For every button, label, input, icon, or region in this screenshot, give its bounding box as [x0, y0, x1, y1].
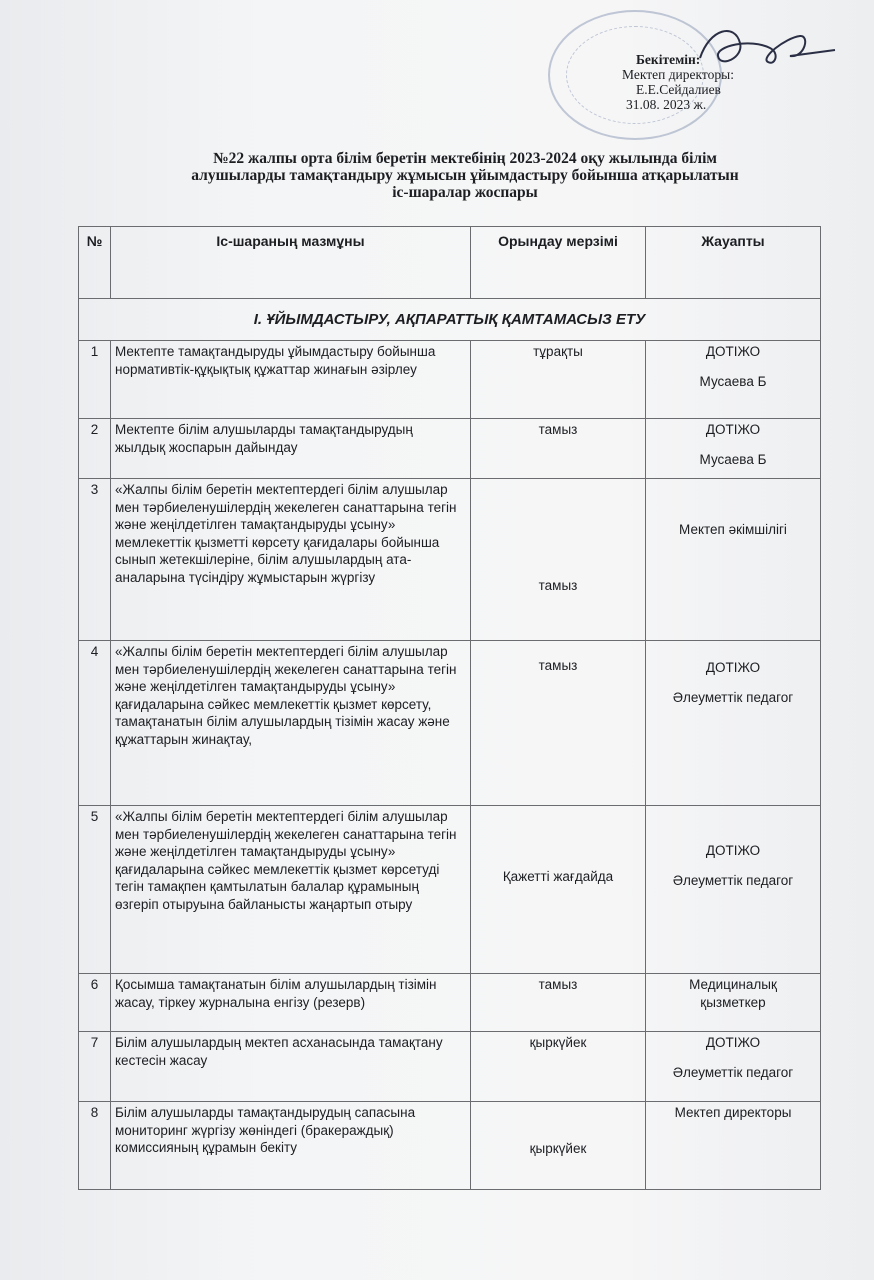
row-deadline — [471, 641, 646, 806]
responsible-line: Медициналық қызметкер — [689, 977, 777, 1010]
responsible-line: Мусаева Б — [699, 373, 767, 389]
row-deadline: тамыз — [471, 419, 646, 479]
row-number: 1 — [79, 341, 111, 419]
row-responsible — [646, 641, 821, 806]
table-row — [79, 974, 821, 1032]
responsible-line: ДОТІЖО — [705, 344, 761, 359]
deadline-text: Қажетті жағдайда — [502, 869, 614, 884]
approval-block — [622, 52, 802, 112]
row-deadline: тамыз — [471, 974, 646, 1032]
responsible-line: Әлеуметтік педагог — [672, 872, 794, 888]
header-num: № — [79, 227, 111, 299]
responsible-line: Мектеп әкімшілігі — [679, 522, 787, 537]
table-row — [79, 1032, 821, 1102]
section-title: І. ҰЙЫМДАСТЫРУ, АҚПАРАТТЫҚ ҚАМТАМАСЫЗ ЕТУ — [79, 299, 821, 341]
row-responsible — [646, 806, 821, 974]
table-header-row — [79, 227, 821, 299]
row-content: «Жалпы білім беретін мектептердегі білім алушылар мен тәрбиеленушілердің жекелеген санаттарына тегін және жеңілдетілген тамақтандыруды ұсыну» қағидаларына сәйкес мемлекеттік қызмет көрсету, тамақтанатын білім алушылардың тізімін жасау және құжаттарын жинақтау, — [111, 641, 471, 806]
row-deadline: тұрақты — [471, 341, 646, 419]
row-number: 3 — [79, 479, 111, 641]
responsible-line: ДОТІЖО — [705, 843, 761, 858]
approval-date: 31.08. 2023 ж. — [626, 97, 707, 112]
responsible-line: ДОТІЖО — [705, 1035, 761, 1050]
row-content: Қосымша тамақтанатын білім алушылардың тізімін жасау, тіркеу журналына енгізу (резерв) — [111, 974, 471, 1032]
row-responsible — [646, 1032, 821, 1102]
approval-name: Е.Е.Сейдалиев — [636, 82, 721, 97]
deadline-text: қыркүйек — [529, 1141, 587, 1156]
row-deadline — [471, 1102, 646, 1190]
row-content: «Жалпы білім беретін мектептердегі білім алушылар мен тәрбиеленушілердің жекелеген санаттарына тегін және жеңілдетілген тамақтандыруды ұсыну» қағидаларына сәйкес мемлекеттік қызмет көрсетуді тегін тамақпен қамтылатын балалар құрамының өзгеріп отыруына байланысты жаңартып отыру — [111, 806, 471, 974]
row-responsible — [646, 974, 821, 1032]
header-deadline: Орындау мерзімі — [471, 227, 646, 299]
table-row — [79, 341, 821, 419]
deadline-text: тамыз — [538, 658, 578, 673]
row-number: 4 — [79, 641, 111, 806]
table-row — [79, 419, 821, 479]
row-responsible — [646, 419, 821, 479]
row-deadline: қыркүйек — [471, 1032, 646, 1102]
row-number: 8 — [79, 1102, 111, 1190]
table-row — [79, 479, 821, 641]
document-title — [150, 150, 780, 201]
row-content: Мектепте тамақтандыруды ұйымдастыру бойынша нормативтік-құқықтық құжаттар жинағын әзірлеу — [111, 341, 471, 419]
table-row — [79, 641, 821, 806]
row-deadline — [471, 806, 646, 974]
table-row — [79, 1102, 821, 1190]
row-number: 5 — [79, 806, 111, 974]
deadline-text: тамыз — [538, 578, 578, 593]
title-line: №22 жалпы орта білім беретін мектебінің 2023-2024 оқу жылында білім — [213, 150, 717, 167]
section-row — [79, 299, 821, 341]
header-content: Іс-шараның мазмұны — [111, 227, 471, 299]
approval-position: Мектеп директоры: — [622, 67, 734, 82]
row-responsible — [646, 341, 821, 419]
row-deadline — [471, 479, 646, 641]
responsible-line: Әлеуметтік педагог — [672, 689, 794, 705]
row-content: «Жалпы білім беретін мектептердегі білім алушылар мен тәрбиеленушілердің жекелеген санаттарына тегін және жеңілдетілген тамақтандыруды ұсыну» мемлекеттік қызметті көрсету қағидалары бойынша сынып жетекшілеріне, білім алушылардың ата-аналарына түсіндіру жұмыстарын жүргізу — [111, 479, 471, 641]
row-content: Мектепте білім алушыларды тамақтандырудың жылдық жоспарын дайындау — [111, 419, 471, 479]
row-content: Білім алушылардың мектеп асханасында тамақтану кестесін жасау — [111, 1032, 471, 1102]
row-responsible — [646, 479, 821, 641]
responsible-line: Мектеп директоры — [674, 1105, 792, 1120]
row-number: 7 — [79, 1032, 111, 1102]
title-line: алушыларды тамақтандыру жұмысын ұйымдастыру бойынша атқарылатын — [191, 167, 739, 184]
table-row — [79, 806, 821, 974]
responsible-line: Мусаева Б — [699, 451, 767, 467]
row-responsible — [646, 1102, 821, 1190]
title-line: іс-шаралар жоспары — [392, 184, 538, 201]
row-number: 2 — [79, 419, 111, 479]
row-number: 6 — [79, 974, 111, 1032]
approval-title: Бекітемін: — [636, 52, 701, 67]
responsible-line: ДОТІЖО — [705, 422, 761, 437]
header-responsible: Жауапты — [646, 227, 821, 299]
responsible-line: Әлеуметтік педагог — [672, 1064, 794, 1080]
plan-table — [78, 226, 821, 1190]
row-content: Білім алушыларды тамақтандырудың сапасына мониторинг жүргізу жөніндегі (бракераждық) комиссияның құрамын бекіту — [111, 1102, 471, 1190]
responsible-line: ДОТІЖО — [705, 660, 761, 675]
